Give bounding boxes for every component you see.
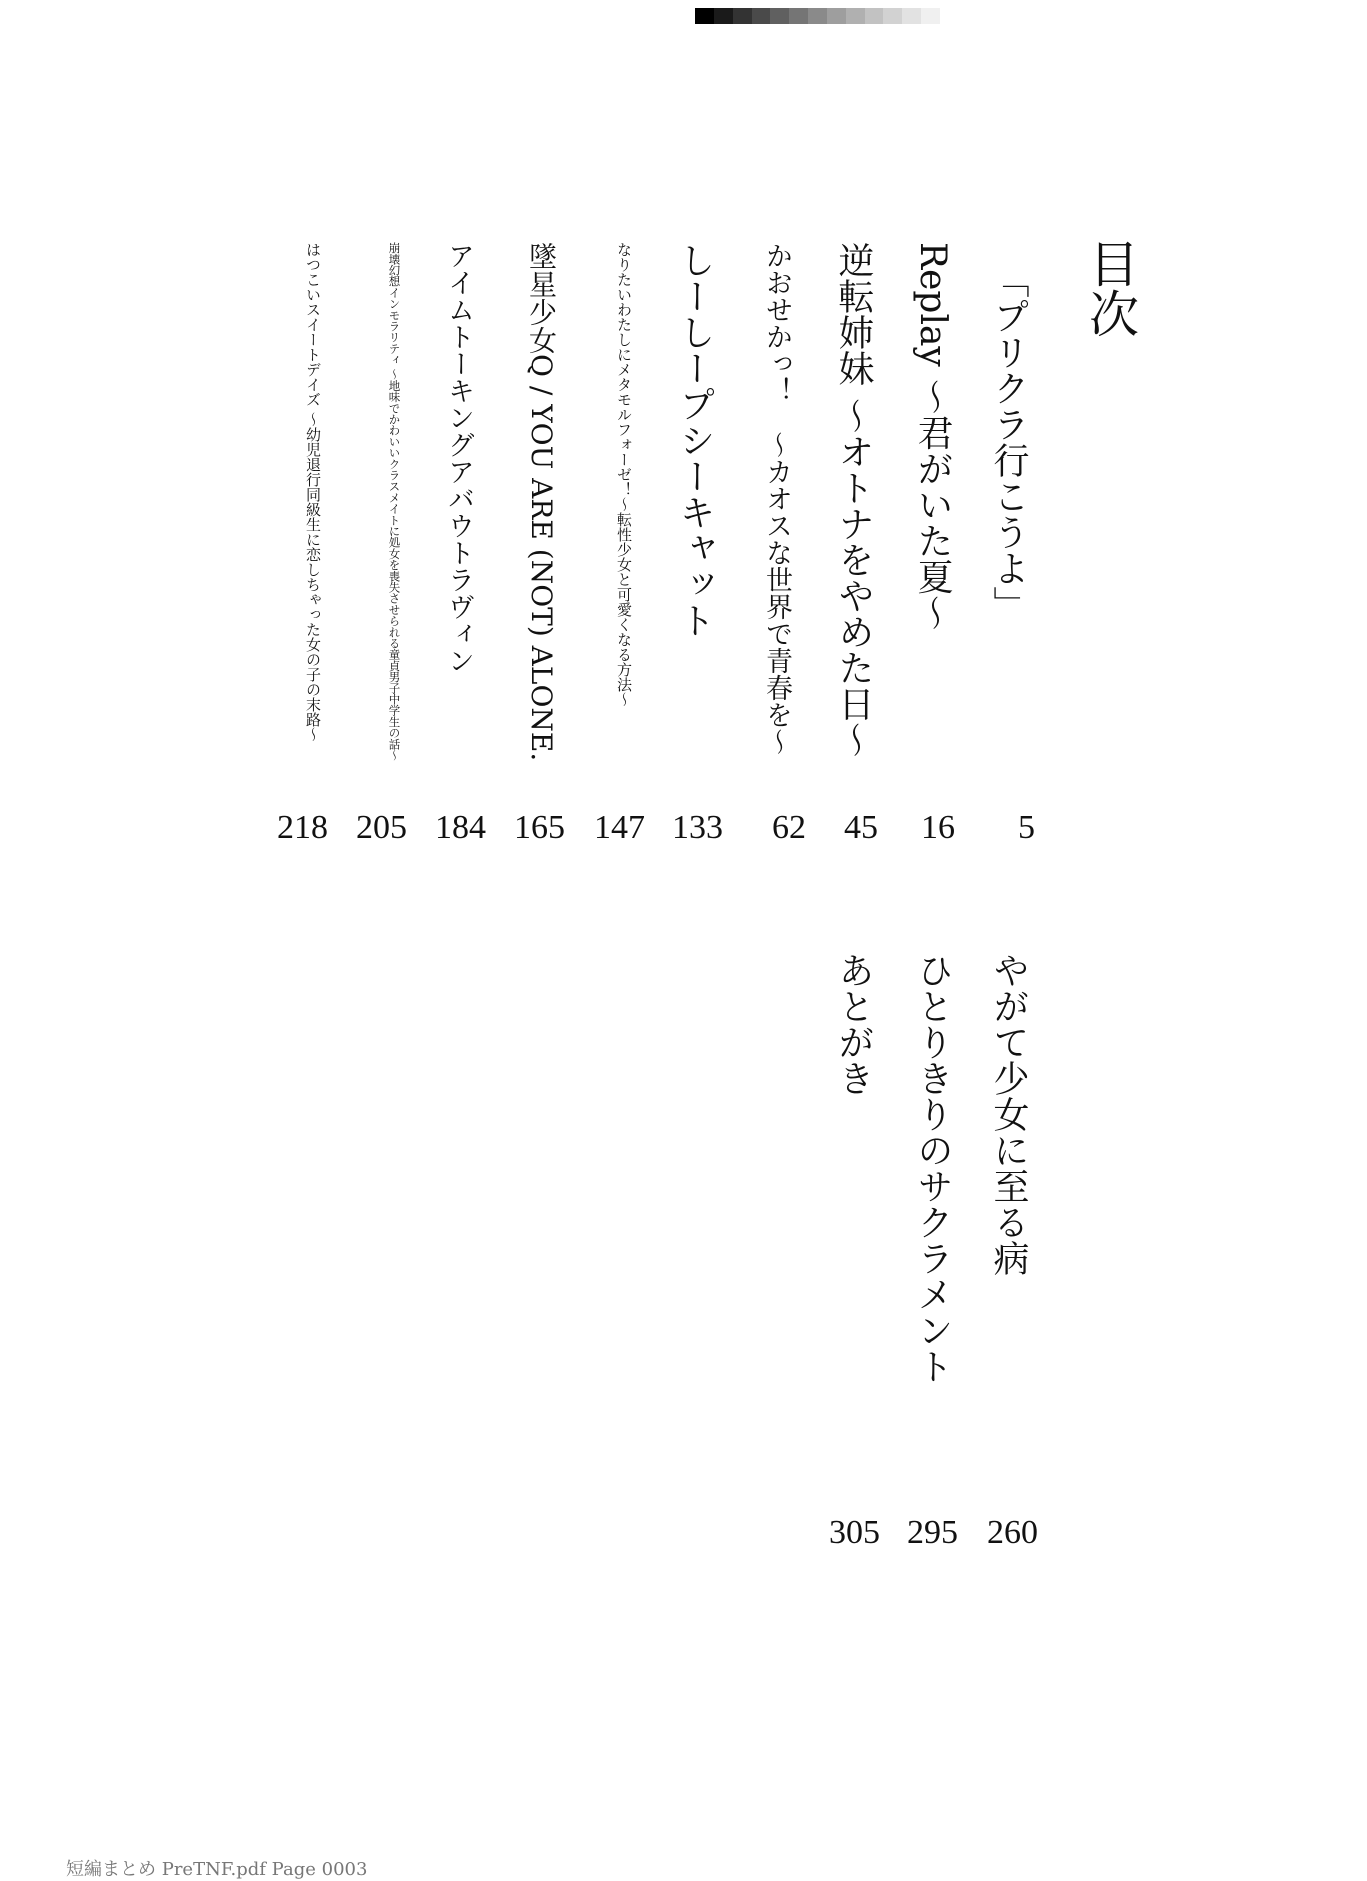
gray-swatch bbox=[808, 8, 827, 24]
toc-entry-title: 墜星少女Q / YOU ARE (NOT) ALONE. bbox=[525, 242, 558, 762]
gray-swatch bbox=[921, 8, 940, 24]
gray-swatch bbox=[695, 8, 714, 24]
toc-entry-title: あとがき bbox=[833, 952, 874, 1096]
toc-entry-title: 逆転姉妹 ～オトナをやめた日～ bbox=[833, 242, 874, 758]
gray-swatch bbox=[846, 8, 865, 24]
toc-entry-page: 147 bbox=[594, 809, 645, 846]
toc-heading: 目次 bbox=[1081, 238, 1139, 338]
toc-entry-title: Replay ～君がいた夏～ bbox=[912, 242, 953, 631]
toc-entry-title: アイムトーキングアバウトラヴィン bbox=[443, 242, 474, 674]
toc-entry-title: 「プリクラ行こうよ」 bbox=[988, 262, 1029, 622]
toc-entry-page: 5 bbox=[1018, 809, 1035, 846]
toc-entry-page: 305 bbox=[829, 1514, 880, 1551]
page-footer: 短編まとめ PreTNF.pdf Page 0003 bbox=[66, 1859, 368, 1880]
toc-entry-page: 62 bbox=[772, 809, 806, 846]
toc-entry-page: 205 bbox=[356, 809, 407, 846]
toc-entry-title: はつこいスイートデイズ ～幼児退行同級生に恋しちゃった女の子の末路～ bbox=[304, 242, 322, 742]
gray-swatch bbox=[865, 8, 884, 24]
toc-entry-page: 16 bbox=[921, 809, 955, 846]
toc-entry-page: 165 bbox=[514, 809, 565, 846]
toc-entry-page: 45 bbox=[844, 809, 878, 846]
gray-swatch bbox=[733, 8, 752, 24]
gray-swatch bbox=[714, 8, 733, 24]
toc-entry-title: 崩壊幻想インモラリティ ～地味でかわいいクラスメイトに処女を喪失させられる童貞男子中学生の話～ bbox=[387, 242, 402, 761]
toc-entry-title: やがて少女に至る病 bbox=[988, 952, 1029, 1276]
toc-entry-page: 184 bbox=[435, 809, 486, 846]
gray-swatch bbox=[752, 8, 771, 24]
toc-entry-title: しーしープシーキャット bbox=[674, 242, 715, 638]
gray-swatch bbox=[827, 8, 846, 24]
toc-entry-page: 295 bbox=[907, 1514, 958, 1551]
toc-entry-title: なりたいわたしにメタモルフォーゼ！～転性少女と可愛くなる方法～ bbox=[615, 242, 633, 707]
toc-entry-title: ひとりきりのサクラメント bbox=[912, 952, 953, 1384]
toc-entry-page: 218 bbox=[277, 809, 328, 846]
gray-swatch bbox=[883, 8, 902, 24]
gray-scale-calibration-bar bbox=[695, 8, 940, 24]
gray-swatch bbox=[789, 8, 808, 24]
gray-swatch bbox=[770, 8, 789, 24]
gray-swatch bbox=[902, 8, 921, 24]
toc-entry-title: かおせかっ！ ～カオスな世界で青春を～ bbox=[761, 242, 792, 755]
toc-entry-page: 260 bbox=[987, 1514, 1038, 1551]
toc-entry-page: 133 bbox=[672, 809, 723, 846]
